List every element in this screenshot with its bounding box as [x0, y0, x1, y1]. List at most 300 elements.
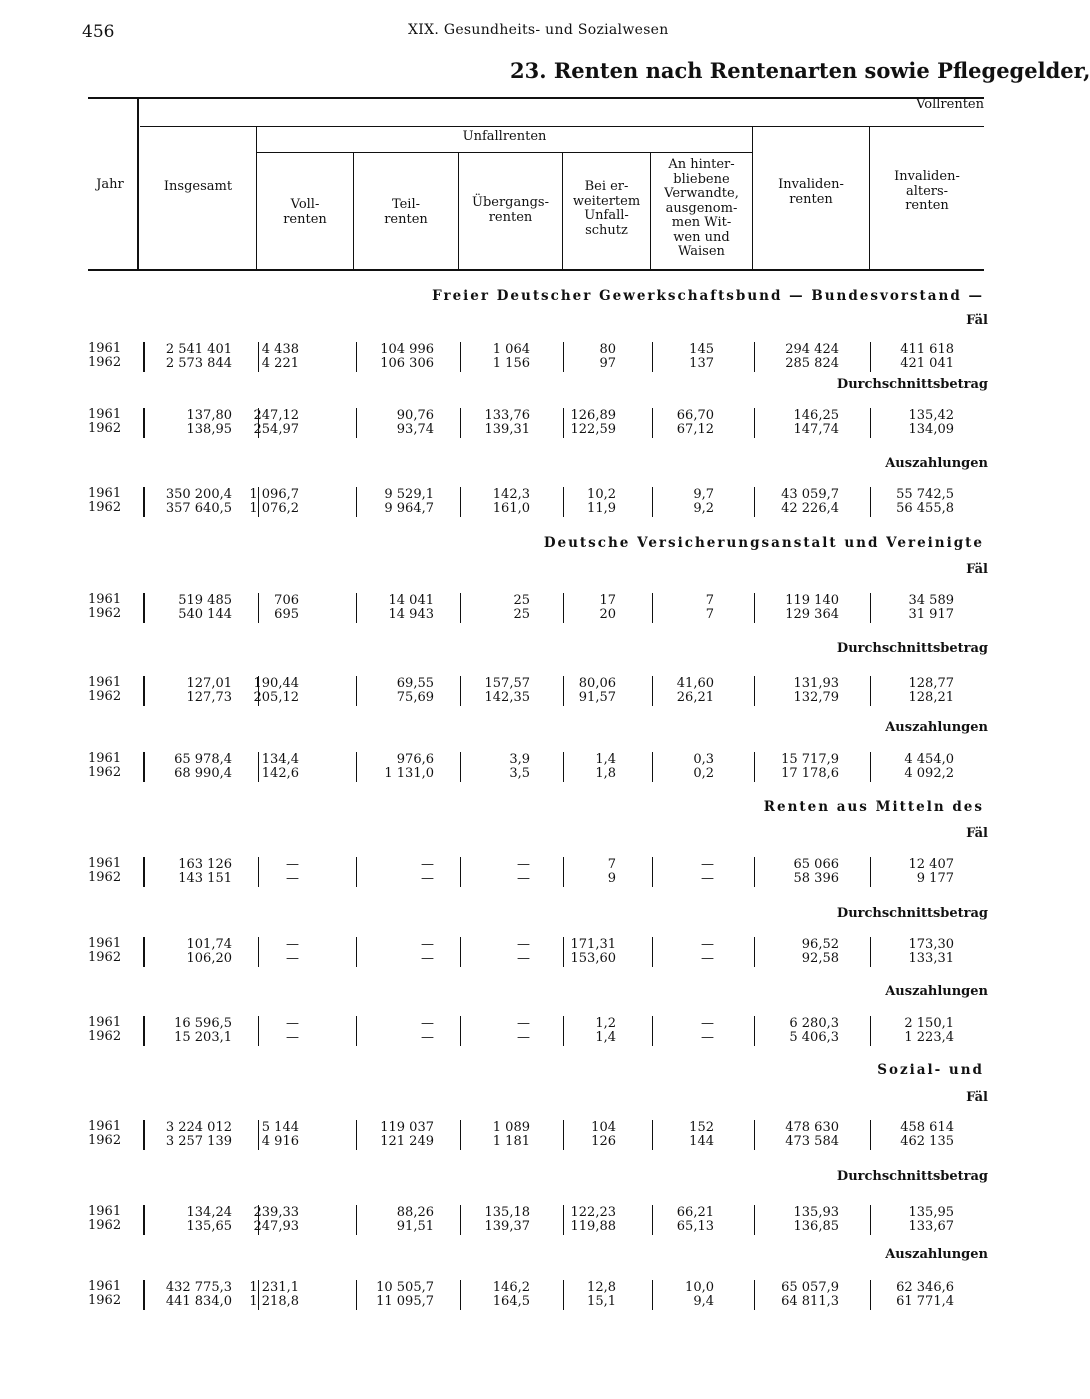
- cell-value: 92,58: [801, 951, 839, 966]
- cell-value: 9,2: [693, 501, 714, 516]
- year-cell: [88, 676, 124, 704]
- cell-value: 122,23: [570, 1205, 616, 1220]
- cell-value: 10,2: [587, 487, 616, 502]
- cell-value: 473 584: [785, 1134, 839, 1149]
- value-erweiterter-unfallschutz: [506, 343, 616, 371]
- cell-value: —: [701, 1016, 714, 1031]
- value-vollrenten: [189, 343, 299, 371]
- value-invalidenaltersrenten: [844, 1121, 954, 1149]
- cell-value: 135,93: [793, 1205, 839, 1220]
- value-invalidenrenten: [729, 1206, 839, 1234]
- cell-value: 12 407: [908, 857, 954, 872]
- year-value: 1961: [88, 341, 122, 356]
- value-vollrenten: [189, 1017, 299, 1045]
- year-cell: [88, 1205, 124, 1233]
- year-cell: [88, 1016, 124, 1044]
- year-cell: [88, 487, 124, 515]
- cell-value: 14 943: [388, 607, 434, 622]
- year-value: 1962: [88, 1029, 122, 1044]
- cell-value: 9: [607, 871, 616, 886]
- cell-value: 131,93: [793, 676, 839, 691]
- cell-value: —: [701, 937, 714, 952]
- year-value: 1962: [88, 1293, 122, 1308]
- year-value: 1961: [88, 1015, 122, 1030]
- cell-value: 12,8: [587, 1280, 616, 1295]
- block-label: Durchschnittsbetrag: [836, 641, 988, 656]
- cell-value: 142,35: [484, 690, 530, 705]
- cell-value: 441 834,0: [165, 1294, 232, 1309]
- cell-value: 421 041: [900, 356, 954, 371]
- table-row: [0, 676, 1024, 706]
- cell-value: 519 485: [178, 593, 232, 608]
- value-invalidenaltersrenten: [844, 677, 954, 705]
- cell-value: —: [517, 871, 530, 886]
- cell-value: 4 092,2: [904, 766, 954, 781]
- cell-value: 75,69: [396, 690, 434, 705]
- value-vollrenten: [189, 753, 299, 781]
- header-insgesamt: Insgesamt: [163, 179, 233, 194]
- value-hinterbliebene: [604, 858, 714, 886]
- cell-value: 15 203,1: [174, 1030, 232, 1045]
- cell-value: 135,42: [908, 408, 954, 423]
- cell-value: —: [517, 937, 530, 952]
- year-value: 1962: [88, 765, 122, 780]
- cell-value: 2 541 401: [165, 342, 232, 357]
- value-invalidenaltersrenten: [844, 488, 954, 516]
- year-value: 1962: [88, 421, 122, 436]
- cell-value: 119 037: [380, 1120, 434, 1135]
- value-invalidenaltersrenten: [844, 858, 954, 886]
- value-hinterbliebene: [604, 1206, 714, 1234]
- cell-value: 1 218,8: [249, 1294, 299, 1309]
- block-label: Fäl: [966, 1090, 988, 1105]
- header-invalidenaltersrenten: Invaliden- alters- renten: [894, 169, 960, 213]
- section-title: Renten aus Mitteln des: [763, 799, 984, 815]
- cell-value: 1 064: [492, 342, 530, 357]
- cell-value: 1 096,7: [249, 487, 299, 502]
- year-cell: [88, 408, 124, 436]
- header-vollrenten: Voll- renten: [283, 197, 327, 227]
- year-value: 1961: [88, 675, 122, 690]
- cell-value: 4 916: [261, 1134, 299, 1149]
- cell-value: 3,5: [509, 766, 530, 781]
- cell-value: 134,4: [261, 752, 299, 767]
- cell-value: 2 150,1: [904, 1016, 954, 1031]
- cell-value: 462 135: [900, 1134, 954, 1149]
- cell-value: 478 630: [785, 1120, 839, 1135]
- year-cell: [88, 752, 124, 780]
- cell-value: 101,74: [186, 937, 232, 952]
- value-hinterbliebene: [604, 1121, 714, 1149]
- cell-value: 142,6: [261, 766, 299, 781]
- value-invalidenaltersrenten: [844, 753, 954, 781]
- table-row: [0, 593, 1024, 623]
- cell-value: 285 824: [785, 356, 839, 371]
- value-invalidenrenten: [729, 677, 839, 705]
- cell-value: 146,2: [492, 1280, 530, 1295]
- cell-value: 61 771,4: [896, 1294, 954, 1309]
- cell-value: 43 059,7: [781, 487, 839, 502]
- value-invalidenrenten: [729, 858, 839, 886]
- cell-value: 139,37: [484, 1219, 530, 1234]
- cell-value: 3 257 139: [165, 1134, 232, 1149]
- cell-value: 56 455,8: [896, 501, 954, 516]
- cell-value: 11 095,7: [376, 1294, 434, 1309]
- page-number: 456: [82, 22, 115, 42]
- cell-value: 126: [591, 1134, 616, 1149]
- cell-value: 128,21: [908, 690, 954, 705]
- cell-value: 135,65: [186, 1219, 232, 1234]
- section-title: Sozial- und: [877, 1062, 984, 1078]
- cell-value: 97: [599, 356, 616, 371]
- year-cell: [88, 1120, 124, 1148]
- header-divider-jahr: [137, 99, 139, 271]
- cell-value: 55 742,5: [896, 487, 954, 502]
- header-hinterbliebene: An hinter- bliebene Verwandte, ausgenom- men Wit- wen und Waisen: [664, 157, 739, 259]
- cell-value: 127,73: [186, 690, 232, 705]
- cell-value: 119,88: [570, 1219, 616, 1234]
- value-erweiterter-unfallschutz: [506, 488, 616, 516]
- value-invalidenrenten: [729, 938, 839, 966]
- cell-value: 128,77: [908, 676, 954, 691]
- cell-value: —: [286, 857, 299, 872]
- block-label: Fäl: [966, 313, 988, 328]
- cell-value: 58 396: [793, 871, 839, 886]
- cell-value: 6 280,3: [789, 1016, 839, 1031]
- value-invalidenaltersrenten: [844, 594, 954, 622]
- cell-value: 157,57: [484, 676, 530, 691]
- cell-value: 411 618: [900, 342, 954, 357]
- value-vollrenten: [189, 1281, 299, 1309]
- cell-value: 164,5: [492, 1294, 530, 1309]
- cell-value: 173,30: [908, 937, 954, 952]
- value-invalidenaltersrenten: [844, 1206, 954, 1234]
- value-invalidenrenten: [729, 343, 839, 371]
- block-label: Durchschnittsbetrag: [836, 377, 988, 392]
- cell-value: 976,6: [396, 752, 434, 767]
- header-invalidenrenten: Invaliden- renten: [778, 177, 844, 207]
- block-label: Durchschnittsbetrag: [836, 1169, 988, 1184]
- cell-value: 3 224 012: [165, 1120, 232, 1135]
- vollrenten-group-rule: [140, 126, 984, 127]
- cell-value: 205,12: [253, 690, 299, 705]
- value-vollrenten: [189, 1206, 299, 1234]
- value-hinterbliebene: [604, 938, 714, 966]
- value-invalidenrenten: [729, 753, 839, 781]
- cell-value: 68 990,4: [174, 766, 232, 781]
- cell-value: 9 177: [916, 871, 954, 886]
- value-vollrenten: [189, 1121, 299, 1149]
- value-teilrenten: [324, 858, 434, 886]
- cell-value: 7: [705, 593, 714, 608]
- year-cell: [88, 937, 124, 965]
- cell-value: 458 614: [900, 1120, 954, 1135]
- cell-value: 135,18: [484, 1205, 530, 1220]
- cell-value: 66,21: [676, 1205, 714, 1220]
- unfallrenten-group-rule: [257, 152, 752, 153]
- cell-value: —: [701, 871, 714, 886]
- cell-value: 5 406,3: [789, 1030, 839, 1045]
- block-label: Auszahlungen: [885, 456, 988, 471]
- value-erweiterter-unfallschutz: [506, 858, 616, 886]
- year-value: 1962: [88, 689, 122, 704]
- value-teilrenten: [324, 409, 434, 437]
- cell-value: 161,0: [492, 501, 530, 516]
- cell-value: 122,59: [570, 422, 616, 437]
- cell-value: 1 156: [492, 356, 530, 371]
- cell-value: —: [517, 857, 530, 872]
- section-title: Freier Deutscher Gewerkschaftsbund — Bundesvorstand —: [432, 288, 984, 304]
- cell-value: 10 505,7: [376, 1280, 434, 1295]
- value-invalidenaltersrenten: [844, 1281, 954, 1309]
- cell-value: 41,60: [676, 676, 714, 691]
- value-erweiterter-unfallschutz: [506, 1281, 616, 1309]
- value-vollrenten: [189, 409, 299, 437]
- value-vollrenten: [189, 677, 299, 705]
- cell-value: 26,21: [676, 690, 714, 705]
- cell-value: —: [286, 951, 299, 966]
- cell-value: 144: [689, 1134, 714, 1149]
- value-hinterbliebene: [604, 677, 714, 705]
- cell-value: 133,31: [908, 951, 954, 966]
- cell-value: 4 454,0: [904, 752, 954, 767]
- value-erweiterter-unfallschutz: [506, 1206, 616, 1234]
- cell-value: 239,33: [253, 1205, 299, 1220]
- cell-value: 1,4: [595, 1030, 616, 1045]
- cell-value: 88,26: [396, 1205, 434, 1220]
- table-row: [0, 937, 1024, 967]
- cell-value: 64 811,3: [781, 1294, 839, 1309]
- cell-value: 0,3: [693, 752, 714, 767]
- header-bottom-rule: [88, 269, 984, 271]
- value-erweiterter-unfallschutz: [506, 409, 616, 437]
- cell-value: 31 917: [908, 607, 954, 622]
- block-label: Fäl: [966, 826, 988, 841]
- value-invalidenaltersrenten: [844, 1017, 954, 1045]
- cell-value: —: [421, 951, 434, 966]
- value-hinterbliebene: [604, 594, 714, 622]
- year-value: 1962: [88, 355, 122, 370]
- cell-value: 7: [705, 607, 714, 622]
- value-erweiterter-unfallschutz: [506, 677, 616, 705]
- cell-value: 91,51: [396, 1219, 434, 1234]
- value-teilrenten: [324, 938, 434, 966]
- cell-value: 80: [599, 342, 616, 357]
- cell-value: 706: [274, 593, 299, 608]
- cell-value: 695: [274, 607, 299, 622]
- cell-value: 1,2: [595, 1016, 616, 1031]
- table-row: [0, 487, 1024, 517]
- cell-value: 133,76: [484, 408, 530, 423]
- cell-value: 16 596,5: [174, 1016, 232, 1031]
- cell-value: 25: [513, 593, 530, 608]
- cell-value: 152: [689, 1120, 714, 1135]
- year-cell: [88, 342, 124, 370]
- table-row: [0, 408, 1024, 438]
- cell-value: —: [421, 937, 434, 952]
- value-erweiterter-unfallschutz: [506, 594, 616, 622]
- cell-value: 69,55: [396, 676, 434, 691]
- value-invalidenrenten: [729, 1281, 839, 1309]
- cell-value: —: [286, 1016, 299, 1031]
- value-hinterbliebene: [604, 409, 714, 437]
- header-uebergangsrenten: Übergangs- renten: [471, 195, 550, 225]
- cell-value: 91,57: [578, 690, 616, 705]
- table-row: [0, 752, 1024, 782]
- cell-value: —: [701, 1030, 714, 1045]
- year-value: 1962: [88, 1133, 122, 1148]
- cell-value: 138,95: [186, 422, 232, 437]
- cell-value: —: [421, 1016, 434, 1031]
- cell-value: 4 221: [261, 356, 299, 371]
- value-teilrenten: [324, 1281, 434, 1309]
- value-hinterbliebene: [604, 488, 714, 516]
- table-row: [0, 1016, 1024, 1046]
- year-value: 1961: [88, 1204, 122, 1219]
- cell-value: 17 178,6: [781, 766, 839, 781]
- cell-value: 9 529,1: [384, 487, 434, 502]
- value-invalidenrenten: [729, 409, 839, 437]
- cell-value: —: [421, 857, 434, 872]
- cell-value: 143 151: [178, 871, 232, 886]
- value-teilrenten: [324, 677, 434, 705]
- value-erweiterter-unfallschutz: [506, 1121, 616, 1149]
- cell-value: 15 717,9: [781, 752, 839, 767]
- value-teilrenten: [324, 1206, 434, 1234]
- cell-value: 1 131,0: [384, 766, 434, 781]
- cell-value: 1 089: [492, 1120, 530, 1135]
- block-label: Durchschnittsbetrag: [836, 906, 988, 921]
- cell-value: 127,01: [186, 676, 232, 691]
- cell-value: —: [286, 1030, 299, 1045]
- cell-value: 1,8: [595, 766, 616, 781]
- value-invalidenaltersrenten: [844, 409, 954, 437]
- value-invalidenrenten: [729, 1121, 839, 1149]
- cell-value: 90,76: [396, 408, 434, 423]
- value-invalidenrenten: [729, 1017, 839, 1045]
- cell-value: 20: [599, 607, 616, 622]
- cell-value: —: [517, 1016, 530, 1031]
- cell-value: 1 076,2: [249, 501, 299, 516]
- cell-value: 163 126: [178, 857, 232, 872]
- chapter-heading: XIX. Gesundheits- und Sozialwesen: [408, 22, 669, 38]
- cell-value: 17: [599, 593, 616, 608]
- value-teilrenten: [324, 594, 434, 622]
- cell-value: —: [421, 871, 434, 886]
- year-value: 1961: [88, 592, 122, 607]
- cell-value: 137: [689, 356, 714, 371]
- cell-value: 139,31: [484, 422, 530, 437]
- cell-value: 65,13: [676, 1219, 714, 1234]
- table-row: [0, 1280, 1024, 1310]
- cell-value: 104 996: [380, 342, 434, 357]
- cell-value: 9 964,7: [384, 501, 434, 516]
- year-value: 1961: [88, 936, 122, 951]
- cell-value: 67,12: [676, 422, 714, 437]
- year-value: 1961: [88, 856, 122, 871]
- cell-value: 147,74: [793, 422, 839, 437]
- value-teilrenten: [324, 1121, 434, 1149]
- cell-value: 2 573 844: [165, 356, 232, 371]
- cell-value: 25: [513, 607, 530, 622]
- value-hinterbliebene: [604, 753, 714, 781]
- cell-value: 540 144: [178, 607, 232, 622]
- value-erweiterter-unfallschutz: [506, 938, 616, 966]
- value-hinterbliebene: [604, 1281, 714, 1309]
- cell-value: 247,93: [253, 1219, 299, 1234]
- cell-value: 171,31: [570, 937, 616, 952]
- cell-value: 146,25: [793, 408, 839, 423]
- table-title: 23. Renten nach Rentenarten sowie Pflegegelder,: [510, 58, 1090, 83]
- cell-value: 126,89: [570, 408, 616, 423]
- cell-value: —: [286, 937, 299, 952]
- cell-value: 104: [591, 1120, 616, 1135]
- cell-value: —: [701, 857, 714, 872]
- cell-value: 9,7: [693, 487, 714, 502]
- cell-value: 15,1: [587, 1294, 616, 1309]
- value-vollrenten: [189, 488, 299, 516]
- cell-value: —: [517, 1030, 530, 1045]
- year-value: 1961: [88, 486, 122, 501]
- cell-value: 0,2: [693, 766, 714, 781]
- cell-value: 9,4: [693, 1294, 714, 1309]
- header-teilrenten: Teil- renten: [384, 197, 428, 227]
- cell-value: 432 775,3: [165, 1280, 232, 1295]
- cell-value: 137,80: [186, 408, 232, 423]
- value-teilrenten: [324, 753, 434, 781]
- cell-value: 7: [607, 857, 616, 872]
- cell-value: 11,9: [587, 501, 616, 516]
- year-cell: [88, 857, 124, 885]
- cell-value: 10,0: [685, 1280, 714, 1295]
- cell-value: 136,85: [793, 1219, 839, 1234]
- section-title: Deutsche Versicherungsanstalt und Vereinigte: [543, 535, 984, 551]
- value-hinterbliebene: [604, 1017, 714, 1045]
- cell-value: 145: [689, 342, 714, 357]
- value-hinterbliebene: [604, 343, 714, 371]
- table-row: [0, 1205, 1024, 1235]
- block-label: Auszahlungen: [885, 720, 988, 735]
- year-value: 1961: [88, 1279, 122, 1294]
- year-cell: [88, 593, 124, 621]
- cell-value: 93,74: [396, 422, 434, 437]
- value-invalidenaltersrenten: [844, 938, 954, 966]
- cell-value: 254,97: [253, 422, 299, 437]
- block-label: Fäl: [966, 562, 988, 577]
- cell-value: 65 057,9: [781, 1280, 839, 1295]
- block-label: Auszahlungen: [885, 1247, 988, 1262]
- cell-value: 1 223,4: [904, 1030, 954, 1045]
- cell-value: 1 231,1: [249, 1280, 299, 1295]
- value-teilrenten: [324, 343, 434, 371]
- cell-value: 14 041: [388, 593, 434, 608]
- value-teilrenten: [324, 488, 434, 516]
- value-vollrenten: [189, 594, 299, 622]
- cell-value: 62 346,6: [896, 1280, 954, 1295]
- cell-value: —: [517, 951, 530, 966]
- cell-value: 132,79: [793, 690, 839, 705]
- cell-value: —: [286, 871, 299, 886]
- header-unfallrenten: Unfallrenten: [462, 129, 547, 144]
- year-value: 1962: [88, 950, 122, 965]
- cell-value: 135,95: [908, 1205, 954, 1220]
- year-value: 1962: [88, 1218, 122, 1233]
- value-vollrenten: [189, 938, 299, 966]
- value-invalidenrenten: [729, 594, 839, 622]
- value-vollrenten: [189, 858, 299, 886]
- cell-value: 247,12: [253, 408, 299, 423]
- year-value: 1961: [88, 751, 122, 766]
